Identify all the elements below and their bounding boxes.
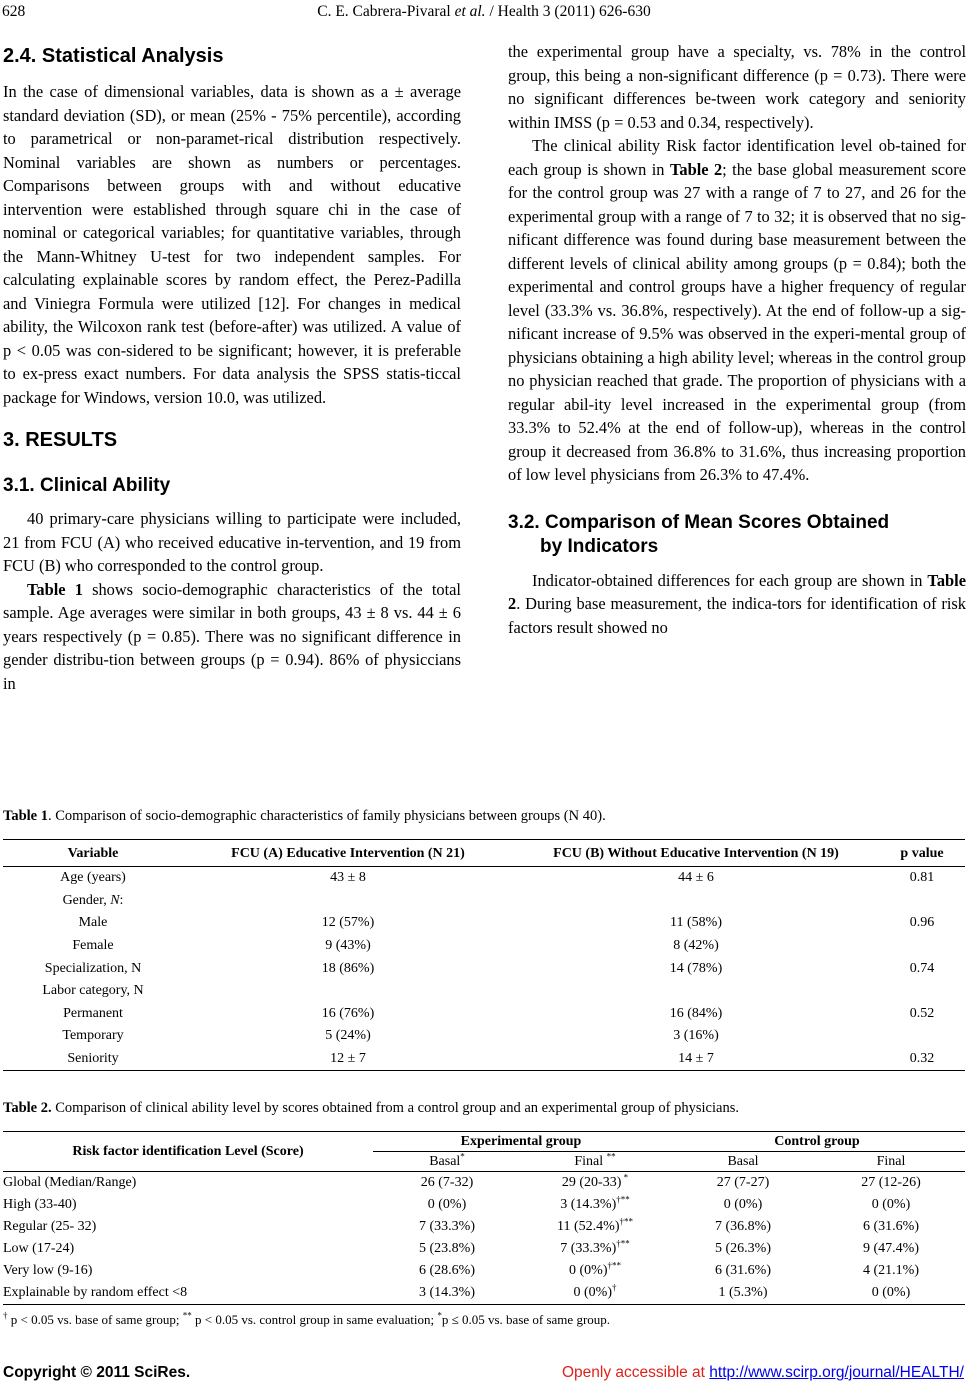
running-head: C. E. Cabrera-Pivaral et al. / Health 3 (2011) 626-630 (317, 3, 651, 20)
paragraph: In the case of dimensional variables, data is shown as a ± average standard deviation (SD), or mean (25% - 75% percentile), according to parametrical or non-paramet-rical distribution respectively. Nominal variables are shown as numbers or percentages. Comparisons between groups with and without educative intervention were established through square chi in the case of nominal or categorical variables; for quantitative variables, through the Mann-Whitney U-test for two independent samples. For calculating explainable scores by random effect, the Perez-Padilla and Viniegra Formula were utilized [12]. For changes in medical ability, the Wilcoxon rank test (before-after) was utilized. A value of p < 0.05 was con-sidered to be significant; however, it is preferable to ex-press exact numbers. For data analysis the SPSS statis-ticcal package for Windows, version 10.0, was utilized. (3, 82, 461, 407)
subheader: Basal* (373, 1152, 521, 1172)
paragraph: The clinical ability Risk factor identification level ob-tained for each group is shown in Table 2; the base global measurement score for the control group was 27 with a range of 7 to 27, and 26 for the experimental group with a range of 7 to 32; it is observed that no sig-nificant difference was found during base measurement between the different levels of clinical ability among groups (p = 0.84); both the experimental and control groups have a higher frequency of regular level (33.3% vs. 36.8%, respectively). At the end of follow-up a sig-nificant increase of 9.5% was observed in the experi-mental group of physicians obtaining a high ability level; whereas in the control group no physician reached that grade. The proportion of physicians with a regular abil-ity level increased in the experimental group (from 33.3% to 52.4% at the end of follow-up), whereas in the control group it decreased from 36.8% to 31.6%, thus increasing proportion of low level physicians from 26.3% to 47.4%. (508, 136, 966, 484)
column-header: p value (879, 840, 965, 867)
table-header-row (3, 840, 965, 867)
column-header: FCU (B) Without Educative Intervention (N 19) (513, 840, 879, 867)
subheader: Final (817, 1152, 965, 1172)
copyright-notice: Copyright © 2011 SciRes. (3, 1364, 191, 1381)
open-access-notice: Openly accessible at http://www.scirp.org/journal/HEALTH/ (561, 1364, 964, 1381)
paragraph: Indicator-obtained differences for each group are shown in Table 2. During base measurement, the indica-tors for identification of risk factors result showed no (508, 570, 966, 637)
table-row (3, 890, 965, 913)
section-heading-3-2: 3.2. Comparison of Mean Scores Obtained by Indicators (508, 511, 890, 557)
table-cell-gender: Gender, N: (62, 892, 124, 908)
table-2-caption: Table 2. Comparison of clinical ability level by scores obtained from a control group and an experimental group of physicians. (3, 1100, 739, 1116)
table-row: Explainable by random effect <8 3 (14.3%) 0 (0%)† 1 (5.3%) 0 (0%) (3, 1282, 965, 1305)
group-header-control: Control group (669, 1132, 965, 1152)
table-row: High (33-40) 0 (0%) 3 (14.3%)†** 0 (0%) 0 (0%) (3, 1194, 911, 1212)
table-2 (3, 1131, 965, 1305)
table-row: Seniority 12 ± 7 14 ± 7 0.32 (3, 1048, 965, 1071)
running-header (0, 0, 968, 24)
subheader: Final ** (521, 1152, 669, 1172)
table-row: Specialization, N 18 (86%) 14 (78%) 0.74 (44, 960, 935, 976)
left-column (3, 40, 461, 695)
table-row: Age (years) 43 ± 8 44 ± 6 0.81 (60, 870, 935, 886)
section-heading-3-1: 3.1. Clinical Ability (3, 475, 171, 496)
table-header-row (3, 1132, 965, 1152)
table-row: Permanent 16 (76%) 16 (84%) 0.52 (63, 1005, 935, 1021)
table-row: Global (Median/Range) 26 (7-32) 29 (20-33) * 27 (7-27) 27 (12-26) (3, 1172, 921, 1190)
table-1-caption: Table 1. Comparison of socio-demographic characteristics of family physicians between groups (N 40). (3, 808, 606, 824)
section-heading-results: 3. RESULTS (3, 429, 118, 451)
table-2-footnote: † p < 0.05 vs. base of same group; ** p < 0.05 vs. control group in same evaluation; *p ≤ 0.05 vs. base of same group. (3, 1310, 611, 1327)
table-row: Low (17-24) 5 (23.8%) 7 (33.3%)†** 5 (26.3%) 9 (47.4%) (3, 1238, 919, 1256)
paragraph: 40 primary-care physicians willing to participate were included, 21 from FCU (A) who received educative in-tervention, and 19 from FCU (B) who corresponded to the control group. (3, 509, 461, 575)
table-row: Very low (9-16) 6 (28.6%) 0 (0%)†** 6 (31.6%) 4 (21.1%) (3, 1260, 919, 1278)
paragraph: the experimental group have a specialty, vs. 78% in the control group, this being a non-significant difference (p = 0.73). There were no significant differences be-tween work category and seniority within IMSS (p = 0.53 and 0.34, respectively). (508, 42, 966, 132)
table-row: Regular (25- 32) 7 (33.3%) 11 (52.4%)†** 7 (36.8%) 6 (31.6%) (3, 1216, 919, 1234)
table-row: Labor category, N (42, 983, 144, 999)
table-row: Female 9 (43%) 8 (42%) (72, 938, 719, 954)
table-row: Male 12 (57%) 11 (58%) 0.96 (78, 915, 935, 931)
section-heading-2-4: 2.4. Statistical Analysis (3, 45, 224, 67)
page-number: 628 (2, 3, 26, 20)
column-header: Variable (3, 840, 183, 867)
row-header: Risk factor identification Level (Score) (3, 1132, 373, 1172)
right-column (508, 40, 966, 639)
column-header: FCU (A) Educative Intervention (N 21) (183, 840, 513, 867)
table-1 (3, 839, 965, 1071)
subheader: Basal (669, 1152, 817, 1172)
table-row: Temporary 5 (24%) 3 (16%) (62, 1028, 719, 1044)
paragraph: Table 1 shows socio-demographic characteristics of the total sample. Age averages were similar in both groups, 43 ± 8 vs. 44 ± 6 years respectively (p = 0.85). There was no significant difference in gender distribu-tion between groups (p = 0.94). 86% of physiccians in (3, 579, 461, 693)
group-header-experimental: Experimental group (373, 1132, 669, 1152)
journal-link[interactable]: http://www.scirp.org/journal/HEALTH/ (709, 1364, 964, 1381)
